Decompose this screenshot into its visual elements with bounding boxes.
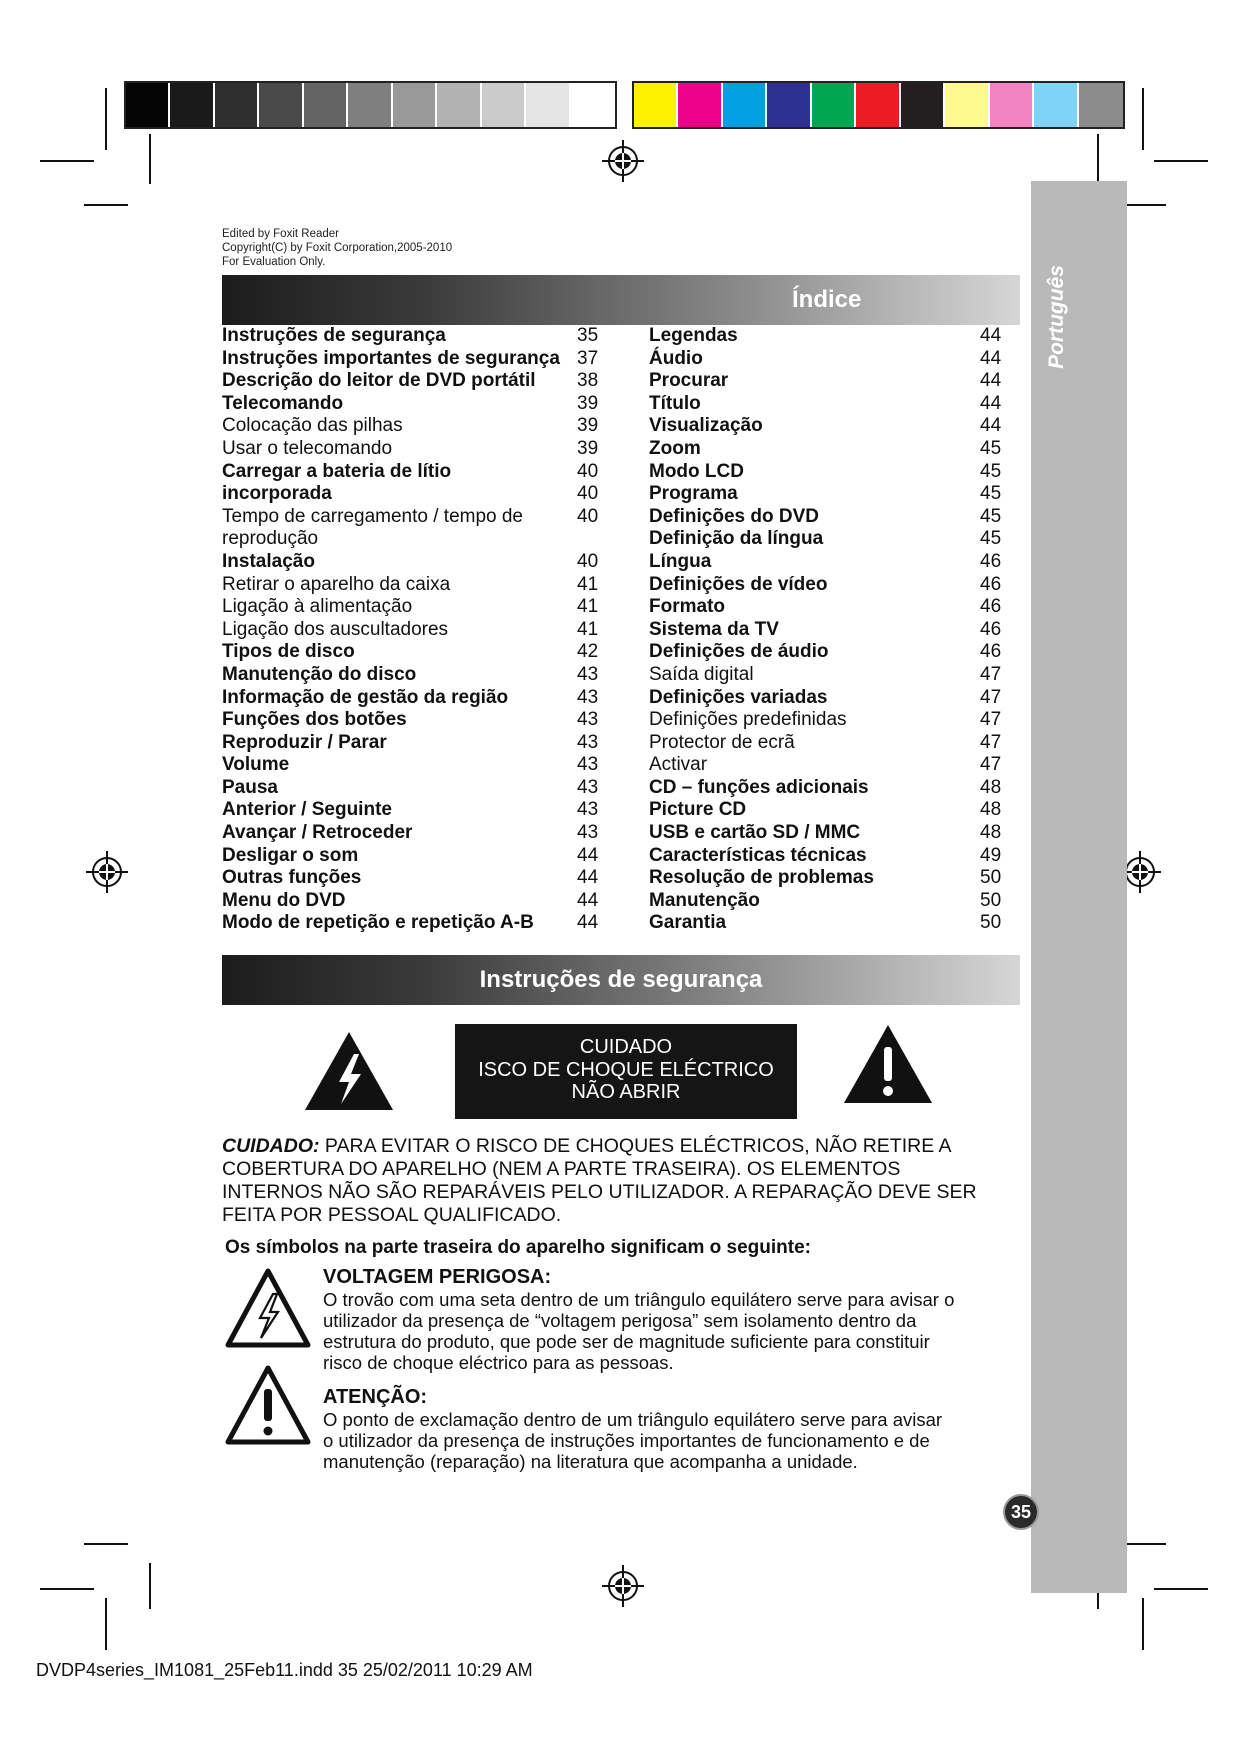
toc-entry-label: Usar o telecomando <box>222 437 393 459</box>
toc-entry-page: 50 <box>980 889 1002 911</box>
toc-entry-page: 47 <box>980 709 1002 731</box>
toc-entry-label: Programa <box>649 483 738 505</box>
print-slug: DVDP4series_IM1081_25Feb11.indd 35 25/02/2011 10:29 AM <box>36 1660 533 1680</box>
toc-entry-page: 43 <box>577 731 599 753</box>
color-swatch <box>482 83 526 127</box>
toc-entry <box>222 415 607 438</box>
toc-entry-page: 47 <box>980 686 1002 708</box>
toc-entry-label: Volume <box>222 754 290 776</box>
toc-entry-page: 41 <box>577 596 599 618</box>
toc-entry-label: reprodução <box>222 528 319 550</box>
color-swatch <box>767 83 811 127</box>
crop-mark <box>1122 204 1166 206</box>
toc-entry <box>222 370 607 393</box>
toc-entry <box>222 574 607 597</box>
toc-left-column <box>222 325 607 935</box>
toc-entry-label: Protector de ecrã <box>649 731 795 753</box>
toc-entry-page: 43 <box>577 663 599 685</box>
voltage-line: O trovão com uma seta dentro de um triângulo equilátero serve para avisar o <box>323 1289 955 1310</box>
toc-entry <box>222 890 607 913</box>
voltage-line: estrutura do produto, que pode ser de magnitude suficiente para constituir <box>323 1331 930 1352</box>
toc-entry-label: Ligação à alimentação <box>222 596 413 618</box>
toc-entry-page: 44 <box>980 347 1002 369</box>
toc-entry <box>222 799 607 822</box>
toc-entry <box>222 732 607 755</box>
color-swatch <box>856 83 900 127</box>
safety-header-bar <box>222 955 1020 1005</box>
toc-entry-page: 47 <box>980 754 1002 776</box>
voltage-title: VOLTAGEM PERIGOSA: <box>323 1266 552 1288</box>
toc-entry-page: 39 <box>577 437 599 459</box>
toc-entry-label: incorporada <box>222 483 332 505</box>
caution-paragraph <box>222 1135 1022 1227</box>
toc-entry <box>222 619 607 642</box>
registration-mark-icon <box>602 140 644 182</box>
toc-entry <box>222 596 607 619</box>
toc-entry-label: Procurar <box>649 370 729 392</box>
toc-entry <box>649 348 1003 371</box>
crop-mark <box>1154 160 1208 162</box>
caution-warning-box <box>455 1024 797 1119</box>
attention-line: o utilizador da presença de instruções importantes de funcionamento e de <box>323 1430 930 1451</box>
toc-entry-page: 44 <box>577 889 599 911</box>
toc-entry <box>222 506 607 529</box>
toc-entry-label: Língua <box>649 550 712 572</box>
toc-entry <box>649 461 1003 484</box>
language-label-text: Português <box>1045 265 1068 369</box>
toc-entry-page: 38 <box>577 370 599 392</box>
color-swatch <box>945 83 989 127</box>
toc-entry <box>649 528 1003 551</box>
attention-title: ATENÇÃO: <box>323 1386 428 1408</box>
crop-mark <box>149 134 151 184</box>
toc-entry-page: 40 <box>577 505 599 527</box>
toc-entry <box>222 777 607 800</box>
toc-entry-page: 43 <box>577 776 599 798</box>
symbols-heading: Os símbolos na parte traseira do aparelho significam o seguinte: <box>225 1237 811 1258</box>
toc-entry-label: Formato <box>649 596 725 618</box>
toc-entry-page: 43 <box>577 799 599 821</box>
toc-entry-page: 37 <box>577 347 599 369</box>
crop-mark <box>1097 134 1099 184</box>
toc-entry <box>649 415 1003 438</box>
toc-entry-label: Carregar a bateria de lítio <box>222 460 452 482</box>
toc-entry <box>649 641 1003 664</box>
warning-line: NÃO ABRIR <box>571 1081 681 1103</box>
toc-entry-page: 43 <box>577 754 599 776</box>
toc-entry <box>649 845 1003 868</box>
toc-entry <box>222 687 607 710</box>
toc-entry-label: Título <box>649 392 701 414</box>
toc-entry <box>649 596 1003 619</box>
toc-entry-label: Legendas <box>649 325 738 346</box>
lightning-triangle-icon <box>303 1030 395 1112</box>
toc-entry <box>649 438 1003 461</box>
toc-entry-label: Reproduzir / Parar <box>222 731 387 753</box>
attention-block <box>323 1386 1023 1472</box>
crop-mark <box>40 160 94 162</box>
toc-entry-label: Instruções importantes de segurança <box>222 347 560 369</box>
toc-entry-page: 45 <box>980 483 1002 505</box>
toc-entry-label: Retirar o aparelho da caixa <box>222 573 451 595</box>
toc-entry-label: Tipos de disco <box>222 641 355 663</box>
foxit-line: For Evaluation Only. <box>222 256 326 268</box>
color-swatch <box>526 83 570 127</box>
toc-entry <box>649 890 1003 913</box>
toc-entry-label: Descrição do leitor de DVD portátil <box>222 370 536 392</box>
toc-entry <box>649 574 1003 597</box>
caution-line: FEITA POR PESSOAL QUALIFICADO. <box>222 1204 562 1226</box>
toc-entry <box>222 348 607 371</box>
language-side-tab <box>1031 181 1127 1593</box>
warning-line: CUIDADO <box>579 1036 673 1058</box>
foxit-line: Copyright(C) by Foxit Corporation,2005-2010 <box>222 242 453 254</box>
color-swatch <box>990 83 1034 127</box>
voltage-line: utilizador da presença de “voltagem perigosa” sem isolamento dentro da <box>323 1310 917 1331</box>
toc-entry-label: Picture CD <box>649 799 747 821</box>
toc-entry-label: Modo de repetição e repetição A-B <box>222 912 534 934</box>
toc-entry-page: 43 <box>577 822 599 844</box>
toc-entry <box>222 845 607 868</box>
toc-entry-page: 44 <box>980 325 1002 346</box>
toc-entry-page: 41 <box>577 573 599 595</box>
toc-entry-label: Áudio <box>649 347 703 369</box>
warning-line: ISCO DE CHOQUE ELÉCTRICO <box>478 1058 774 1081</box>
toc-entry <box>649 822 1003 845</box>
toc-entry-page: 44 <box>980 415 1002 437</box>
toc-entry-label: Telecomando <box>222 392 344 414</box>
safety-title: Instruções de segurança <box>479 966 763 993</box>
index-title: Índice <box>792 286 862 313</box>
toc-entry-page: 45 <box>980 528 1002 550</box>
registration-mark-icon <box>86 851 128 893</box>
toc-entry <box>222 664 607 687</box>
toc-entry <box>649 799 1003 822</box>
crop-mark <box>105 1598 107 1650</box>
color-swatch <box>348 83 392 127</box>
toc-entry <box>222 461 607 484</box>
toc-entry-label: Definições variadas <box>649 686 828 708</box>
toc-entry <box>649 777 1003 800</box>
toc-entry-label: Instruções de segurança <box>222 325 446 346</box>
color-swatch <box>634 83 678 127</box>
toc-entry-label: Definições do DVD <box>649 505 819 527</box>
toc-entry-page: 42 <box>577 641 599 663</box>
toc-entry-label: Tempo de carregamento / tempo de <box>222 505 524 527</box>
toc-entry <box>649 619 1003 642</box>
toc-entry-label: Zoom <box>649 437 701 459</box>
index-header-bar <box>222 275 1020 325</box>
toc-entry-page: 39 <box>577 392 599 414</box>
toc-entry <box>222 483 607 506</box>
color-swatch <box>393 83 437 127</box>
toc-entry-label: CD – funções adicionais <box>649 776 869 798</box>
toc-entry-page: 44 <box>577 912 599 934</box>
crop-mark <box>1122 1543 1166 1545</box>
toc-entry-page: 40 <box>577 483 599 505</box>
color-swatch <box>571 83 615 127</box>
crop-mark <box>40 1588 94 1590</box>
attention-line: manutenção (reparação) na literatura que acompanha a unidade. <box>323 1451 858 1472</box>
toc-entry-page: 45 <box>980 460 1002 482</box>
toc-entry-page: 47 <box>980 663 1002 685</box>
toc-entry-page: 43 <box>577 686 599 708</box>
toc-entry <box>649 912 1003 935</box>
toc-entry-page: 49 <box>980 844 1002 866</box>
caution-line: INTERNOS NÃO SÃO REPARÁVEIS PELO UTILIZADOR. A REPARAÇÃO DEVE SER <box>222 1181 977 1203</box>
color-swatch <box>812 83 856 127</box>
toc-right-column <box>649 325 1003 935</box>
toc-entry <box>649 732 1003 755</box>
registration-mark-icon <box>602 1565 644 1607</box>
crop-mark <box>1142 1598 1144 1650</box>
color-swatch <box>304 83 348 127</box>
toc-entry-label: Pausa <box>222 776 278 798</box>
toc-entry <box>649 709 1003 732</box>
toc-entry-label: Visualização <box>649 415 763 437</box>
color-swatch <box>126 83 170 127</box>
grayscale-color-bar <box>124 81 617 129</box>
toc-entry-page: 46 <box>980 618 1002 640</box>
toc-entry <box>222 393 607 416</box>
toc-entry-label: Manutenção do disco <box>222 663 417 685</box>
toc-entry <box>649 506 1003 529</box>
toc-entry <box>222 912 607 935</box>
toc-entry-label: Manutenção <box>649 889 760 911</box>
toc-entry-page: 50 <box>980 867 1002 889</box>
toc-entry-label: Desligar o som <box>222 844 359 866</box>
toc-entry-page: 44 <box>577 844 599 866</box>
toc-entry <box>222 709 607 732</box>
toc-entry-page: 41 <box>577 618 599 640</box>
toc-entry-label: Definições predefinidas <box>649 709 847 731</box>
caution-line: PARA EVITAR O RISCO DE CHOQUES ELÉCTRICOS, NÃO RETIRE A <box>319 1135 952 1157</box>
toc-entry-label: Definição da língua <box>649 528 824 550</box>
toc-entry-label: Definições de áudio <box>649 641 829 663</box>
toc-entry-page: 48 <box>980 776 1002 798</box>
attention-line: O ponto de exclamação dentro de um triângulo equilátero serve para avisar <box>323 1409 943 1430</box>
color-swatch <box>259 83 303 127</box>
toc-entry-label: Garantia <box>649 912 727 934</box>
toc-entry-label: Menu do DVD <box>222 889 346 911</box>
toc-entry-page: 46 <box>980 596 1002 618</box>
toc-entry <box>222 867 607 890</box>
toc-entry <box>222 754 607 777</box>
caution-lead: CUIDADO: <box>222 1135 320 1157</box>
toc-entry-label: Ligação dos auscultadores <box>222 618 449 640</box>
lightning-triangle-icon <box>225 1268 311 1348</box>
toc-entry <box>649 867 1003 890</box>
toc-entry-page: 40 <box>577 460 599 482</box>
color-swatch <box>901 83 945 127</box>
voltage-line: risco de choque eléctrico para as pessoas. <box>323 1352 674 1373</box>
toc-entry-label: Activar <box>649 754 708 776</box>
color-swatch <box>678 83 722 127</box>
foxit-line: Edited by Foxit Reader <box>222 228 339 240</box>
toc-entry-page: 43 <box>577 709 599 731</box>
toc-entry <box>649 393 1003 416</box>
toc-entry <box>222 822 607 845</box>
toc-entry-label: Colocação das pilhas <box>222 415 403 437</box>
toc-entry <box>649 551 1003 574</box>
crop-mark <box>149 1563 151 1609</box>
color-swatch <box>170 83 214 127</box>
toc-entry <box>222 438 607 461</box>
language-side-label <box>1037 252 1077 382</box>
toc-entry <box>222 528 607 551</box>
toc-entry-label: Definições de vídeo <box>649 573 828 595</box>
toc-entry <box>649 754 1003 777</box>
color-swatch <box>1034 83 1078 127</box>
toc-entry-page: 45 <box>980 437 1002 459</box>
caution-line: COBERTURA DO APARELHO (NEM A PARTE TRASEIRA). OS ELEMENTOS <box>222 1158 901 1180</box>
toc-entry <box>649 370 1003 393</box>
toc-entry-page: 47 <box>980 731 1002 753</box>
toc-entry <box>649 325 1003 348</box>
toc-entry <box>222 325 607 348</box>
crop-mark <box>105 88 107 150</box>
foxit-watermark <box>222 227 452 269</box>
toc-entry-page: 40 <box>577 550 599 572</box>
toc-entry-label: Funções dos botões <box>222 709 407 731</box>
toc-entry-page: 46 <box>980 641 1002 663</box>
toc-entry-label: Avançar / Retroceder <box>222 822 413 844</box>
color-swatch <box>437 83 481 127</box>
toc-entry-page: 39 <box>577 415 599 437</box>
toc-entry-label: Saída digital <box>649 663 754 685</box>
toc-entry <box>649 664 1003 687</box>
toc-entry-page: 46 <box>980 573 1002 595</box>
toc-entry-label: Anterior / Seguinte <box>222 799 392 821</box>
toc-entry-page: 35 <box>577 325 599 346</box>
crop-mark <box>84 1543 128 1545</box>
toc-entry-label: Resolução de problemas <box>649 867 874 889</box>
toc-entry-page: 46 <box>980 550 1002 572</box>
crop-mark <box>1154 1588 1208 1590</box>
color-swatch <box>1079 83 1123 127</box>
color-swatch <box>723 83 767 127</box>
toc-entry-page: 44 <box>577 867 599 889</box>
toc-entry <box>222 551 607 574</box>
toc-entry-page: 50 <box>980 912 1002 934</box>
crop-mark <box>84 204 128 206</box>
toc-entry-label: Modo LCD <box>649 460 744 482</box>
toc-entry <box>222 641 607 664</box>
toc-entry-label: Instalação <box>222 550 315 572</box>
toc-entry-label: Outras funções <box>222 867 362 889</box>
toc-entry <box>649 483 1003 506</box>
toc-entry-label: Sistema da TV <box>649 618 779 640</box>
color-swatch <box>215 83 259 127</box>
toc-entry-page: 44 <box>980 392 1002 414</box>
voltage-block <box>323 1266 1023 1373</box>
process-color-bar <box>632 81 1125 129</box>
crop-mark <box>1142 88 1144 150</box>
exclamation-triangle-icon <box>225 1365 311 1445</box>
toc-entry-label: USB e cartão SD / MMC <box>649 822 861 844</box>
toc-entry-page: 48 <box>980 822 1002 844</box>
toc-entry-page: 48 <box>980 799 1002 821</box>
exclamation-triangle-icon <box>842 1023 934 1105</box>
toc-entry <box>649 687 1003 710</box>
toc-entry-page: 45 <box>980 505 1002 527</box>
page-number-badge: 35 <box>1003 1494 1039 1530</box>
toc-entry-label: Informação de gestão da região <box>222 686 509 708</box>
toc-entry-page: 44 <box>980 370 1002 392</box>
toc-entry-label: Características técnicas <box>649 844 867 866</box>
